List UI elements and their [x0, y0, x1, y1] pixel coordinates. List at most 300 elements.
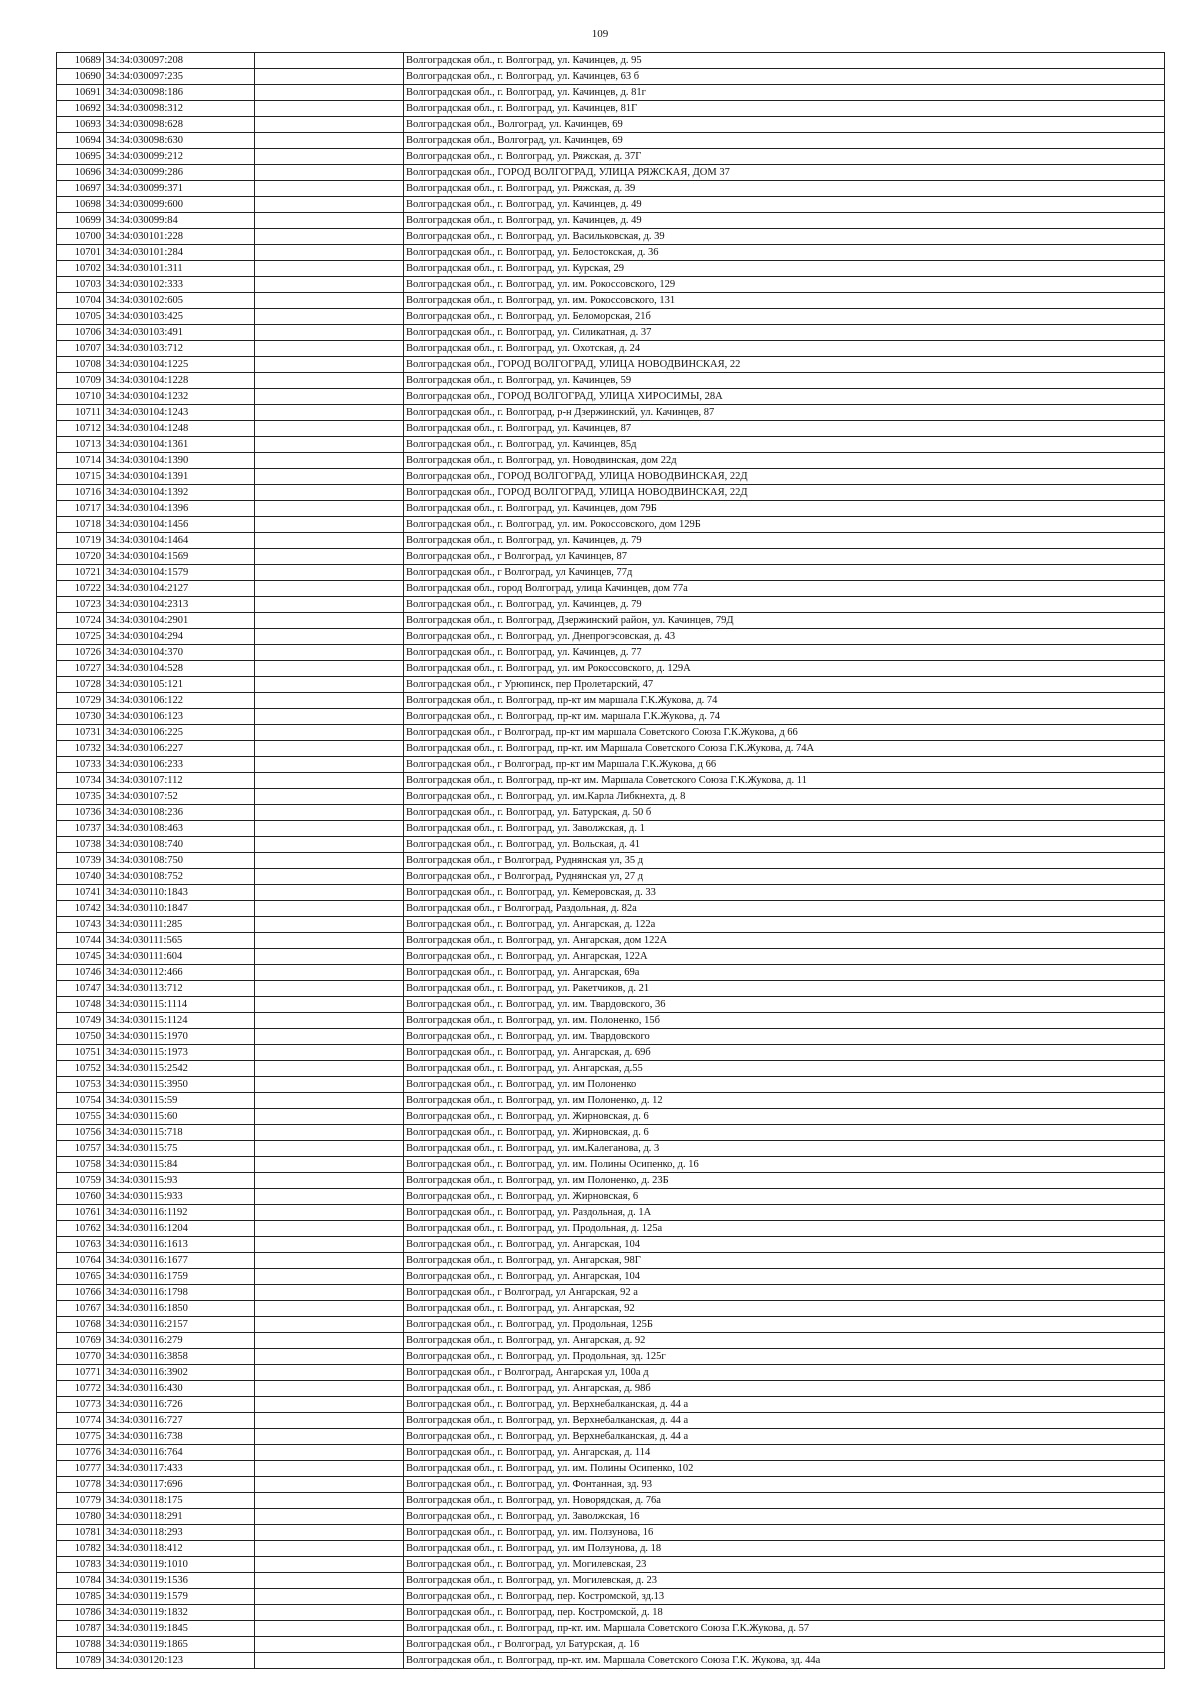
cadastral-number-cell: 34:34:030104:1464 [104, 533, 255, 549]
row-number-cell: 10702 [57, 261, 104, 277]
registry-table [56, 52, 1165, 1669]
blank-cell [255, 757, 404, 773]
address-cell: Волгоградская обл., г. Волгоград, пр-кт. им Маршала Советского Союза Г.К.Жукова, д. 74А [404, 741, 1165, 757]
table-row [57, 1381, 1165, 1397]
cadastral-number-cell: 34:34:030116:1850 [104, 1301, 255, 1317]
table-row [57, 1269, 1165, 1285]
row-number-cell: 10713 [57, 437, 104, 453]
blank-cell [255, 53, 404, 69]
address-cell: Волгоградская обл., г. Волгоград, ул. Качинцев, 59 [404, 373, 1165, 389]
row-number-cell: 10779 [57, 1493, 104, 1509]
table-row [57, 85, 1165, 101]
blank-cell [255, 1621, 404, 1637]
blank-cell [255, 1413, 404, 1429]
address-cell: Волгоградская обл., г. Волгоград, ул. Качинцев, 85д [404, 437, 1165, 453]
table-row [57, 309, 1165, 325]
address-cell: Волгоградская обл., г. Волгоград, ул. Качинцев, д. 79 [404, 597, 1165, 613]
address-cell: Волгоградская обл., г. Волгоград, ул. Заволжская, 16 [404, 1509, 1165, 1525]
blank-cell [255, 1349, 404, 1365]
row-number-cell: 10705 [57, 309, 104, 325]
row-number-cell: 10735 [57, 789, 104, 805]
cadastral-number-cell: 34:34:030116:279 [104, 1333, 255, 1349]
table-row [57, 661, 1165, 677]
row-number-cell: 10712 [57, 421, 104, 437]
cadastral-number-cell: 34:34:030120:123 [104, 1653, 255, 1669]
table-row [57, 117, 1165, 133]
table-row [57, 1557, 1165, 1573]
cadastral-number-cell: 34:34:030115:1970 [104, 1029, 255, 1045]
table-row [57, 181, 1165, 197]
address-cell: Волгоградская обл., г. Волгоград, ул. Качинцев, д. 95 [404, 53, 1165, 69]
address-cell: Волгоградская обл., г. Волгоград, ул. им Ползунова, д. 18 [404, 1541, 1165, 1557]
cadastral-number-cell: 34:34:030117:433 [104, 1461, 255, 1477]
cadastral-number-cell: 34:34:030101:284 [104, 245, 255, 261]
blank-cell [255, 213, 404, 229]
table-row [57, 277, 1165, 293]
address-cell: Волгоградская обл., г. Волгоград, ул. Вольская, д. 41 [404, 837, 1165, 853]
address-cell: Волгоградская обл., г Волгоград, Ангарская ул, 100а д [404, 1365, 1165, 1381]
blank-cell [255, 1557, 404, 1573]
blank-cell [255, 629, 404, 645]
blank-cell [255, 885, 404, 901]
row-number-cell: 10723 [57, 597, 104, 613]
table-row [57, 901, 1165, 917]
address-cell: Волгоградская обл., г. Волгоград, ул. Фонтанная, зд. 93 [404, 1477, 1165, 1493]
blank-cell [255, 1141, 404, 1157]
row-number-cell: 10789 [57, 1653, 104, 1669]
address-cell: Волгоградская обл., г. Волгоград, ул. Могилевская, 23 [404, 1557, 1165, 1573]
address-cell: Волгоградская обл., г. Волгоград, ул. Белостокская, д. 36 [404, 245, 1165, 261]
cadastral-number-cell: 34:34:030116:726 [104, 1397, 255, 1413]
address-cell: Волгоградская обл., г. Волгоград, ул. им. Полины Осипенко, 102 [404, 1461, 1165, 1477]
blank-cell [255, 485, 404, 501]
row-number-cell: 10781 [57, 1525, 104, 1541]
blank-cell [255, 1605, 404, 1621]
blank-cell [255, 1157, 404, 1173]
address-cell: Волгоградская обл., г. Волгоград, ул. Ангарская, д.55 [404, 1061, 1165, 1077]
address-cell: Волгоградская обл., г. Волгоград, ул. Ангарская, 104 [404, 1237, 1165, 1253]
blank-cell [255, 1573, 404, 1589]
blank-cell [255, 549, 404, 565]
blank-cell [255, 101, 404, 117]
cadastral-number-cell: 34:34:030102:605 [104, 293, 255, 309]
address-cell: Волгоградская обл., Волгоград, ул. Качинцев, 69 [404, 117, 1165, 133]
blank-cell [255, 165, 404, 181]
address-cell: Волгоградская обл., г. Волгоград, пер. Костромской, зд.13 [404, 1589, 1165, 1605]
blank-cell [255, 69, 404, 85]
cadastral-number-cell: 34:34:030118:175 [104, 1493, 255, 1509]
address-cell: Волгоградская обл., г. Волгоград, ул. Продольная, зд. 125г [404, 1349, 1165, 1365]
table-row [57, 581, 1165, 597]
cadastral-number-cell: 34:34:030106:225 [104, 725, 255, 741]
address-cell: Волгоградская обл., г. Волгоград, ул. Продольная, д. 125а [404, 1221, 1165, 1237]
address-cell: Волгоградская обл., г. Волгоград, ул. Ангарская, д. 98б [404, 1381, 1165, 1397]
blank-cell [255, 341, 404, 357]
table-row [57, 821, 1165, 837]
row-number-cell: 10749 [57, 1013, 104, 1029]
address-cell: Волгоградская обл., г. Волгоград, ул. им Полоненко, д. 12 [404, 1093, 1165, 1109]
cadastral-number-cell: 34:34:030116:3902 [104, 1365, 255, 1381]
cadastral-number-cell: 34:34:030116:2157 [104, 1317, 255, 1333]
table-row [57, 293, 1165, 309]
cadastral-number-cell: 34:34:030098:628 [104, 117, 255, 133]
row-number-cell: 10783 [57, 1557, 104, 1573]
row-number-cell: 10780 [57, 1509, 104, 1525]
row-number-cell: 10753 [57, 1077, 104, 1093]
blank-cell [255, 709, 404, 725]
cadastral-number-cell: 34:34:030099:84 [104, 213, 255, 229]
address-cell: Волгоградская обл., г. Волгоград, ул. Качинцев, д. 81г [404, 85, 1165, 101]
cadastral-number-cell: 34:34:030116:764 [104, 1445, 255, 1461]
cadastral-number-cell: 34:34:030110:1847 [104, 901, 255, 917]
cadastral-number-cell: 34:34:030099:286 [104, 165, 255, 181]
cadastral-number-cell: 34:34:030101:228 [104, 229, 255, 245]
cadastral-number-cell: 34:34:030104:528 [104, 661, 255, 677]
table-row [57, 757, 1165, 773]
address-cell: Волгоградская обл., г. Волгоград, ул. Верхнебалканская, д. 44 а [404, 1397, 1165, 1413]
address-cell: Волгоградская обл., г. Волгоград, ул. Ангарская, 98Г [404, 1253, 1165, 1269]
table-row [57, 885, 1165, 901]
row-number-cell: 10755 [57, 1109, 104, 1125]
row-number-cell: 10752 [57, 1061, 104, 1077]
blank-cell [255, 517, 404, 533]
blank-cell [255, 277, 404, 293]
address-cell: Волгоградская обл., г. Волгоград, ул. им. Рокоссовского, 129 [404, 277, 1165, 293]
blank-cell [255, 1317, 404, 1333]
address-cell: Волгоградская обл., г. Волгоград, ул. Качинцев, д. 77 [404, 645, 1165, 661]
cadastral-number-cell: 34:34:030116:430 [104, 1381, 255, 1397]
table-row [57, 709, 1165, 725]
row-number-cell: 10719 [57, 533, 104, 549]
row-number-cell: 10750 [57, 1029, 104, 1045]
address-cell: Волгоградская обл., ГОРОД ВОЛГОГРАД, УЛИЦА ХИРОСИМЫ, 28А [404, 389, 1165, 405]
table-row [57, 1045, 1165, 1061]
row-number-cell: 10761 [57, 1205, 104, 1221]
table-row [57, 965, 1165, 981]
row-number-cell: 10772 [57, 1381, 104, 1397]
address-cell: Волгоградская обл., г. Волгоград, ул. Верхнебалканская, д. 44 а [404, 1413, 1165, 1429]
table-row [57, 613, 1165, 629]
row-number-cell: 10710 [57, 389, 104, 405]
cadastral-number-cell: 34:34:030116:738 [104, 1429, 255, 1445]
table-row [57, 357, 1165, 373]
table-row [57, 629, 1165, 645]
cadastral-number-cell: 34:34:030104:1361 [104, 437, 255, 453]
table-row [57, 1349, 1165, 1365]
address-cell: Волгоградская обл., г Волгоград, ул Ангарская, 92 а [404, 1285, 1165, 1301]
blank-cell [255, 1237, 404, 1253]
blank-cell [255, 901, 404, 917]
address-cell: Волгоградская обл., г. Волгоград, ул. им. Ползунова, 16 [404, 1525, 1165, 1541]
cadastral-number-cell: 34:34:030104:1228 [104, 373, 255, 389]
cadastral-number-cell: 34:34:030111:565 [104, 933, 255, 949]
row-number-cell: 10697 [57, 181, 104, 197]
cadastral-number-cell: 34:34:030107:52 [104, 789, 255, 805]
table-row [57, 533, 1165, 549]
table-row [57, 1125, 1165, 1141]
blank-cell [255, 1013, 404, 1029]
address-cell: Волгоградская обл., г. Волгоград, ул. Ангарская, 122А [404, 949, 1165, 965]
row-number-cell: 10736 [57, 805, 104, 821]
table-row [57, 1525, 1165, 1541]
row-number-cell: 10769 [57, 1333, 104, 1349]
row-number-cell: 10744 [57, 933, 104, 949]
table-row [57, 101, 1165, 117]
row-number-cell: 10785 [57, 1589, 104, 1605]
table-row [57, 1397, 1165, 1413]
cadastral-number-cell: 34:34:030118:293 [104, 1525, 255, 1541]
cadastral-number-cell: 34:34:030104:2901 [104, 613, 255, 629]
cadastral-number-cell: 34:34:030104:1232 [104, 389, 255, 405]
row-number-cell: 10768 [57, 1317, 104, 1333]
cadastral-number-cell: 34:34:030103:425 [104, 309, 255, 325]
blank-cell [255, 693, 404, 709]
row-number-cell: 10720 [57, 549, 104, 565]
blank-cell [255, 261, 404, 277]
blank-cell [255, 837, 404, 853]
address-cell: Волгоградская обл., г. Волгоград, ул. Ангарская, дом 122А [404, 933, 1165, 949]
address-cell: Волгоградская обл., ГОРОД ВОЛГОГРАД, УЛИЦА НОВОДВИНСКАЯ, 22Д [404, 485, 1165, 501]
blank-cell [255, 1477, 404, 1493]
table-row [57, 1653, 1165, 1669]
blank-cell [255, 453, 404, 469]
cadastral-number-cell: 34:34:030108:463 [104, 821, 255, 837]
table-row [57, 453, 1165, 469]
blank-cell [255, 1637, 404, 1653]
address-cell: Волгоградская обл., г Урюпинск, пер Пролетарский, 47 [404, 677, 1165, 693]
cadastral-number-cell: 34:34:030104:1569 [104, 549, 255, 565]
cadastral-number-cell: 34:34:030119:1010 [104, 1557, 255, 1573]
cadastral-number-cell: 34:34:030115:933 [104, 1189, 255, 1205]
table-row [57, 1589, 1165, 1605]
row-number-cell: 10770 [57, 1349, 104, 1365]
address-cell: Волгоградская обл., ГОРОД ВОЛГОГРАД, УЛИЦА РЯЖСКАЯ, ДОМ 37 [404, 165, 1165, 181]
table-row [57, 1253, 1165, 1269]
address-cell: Волгоградская обл., г. Волгоград, ул. Днепрогэсовская, д. 43 [404, 629, 1165, 645]
address-cell: Волгоградская обл., г. Волгоград, ул. Качинцев, 87 [404, 421, 1165, 437]
row-number-cell: 10716 [57, 485, 104, 501]
blank-cell [255, 1109, 404, 1125]
blank-cell [255, 949, 404, 965]
cadastral-number-cell: 34:34:030116:1759 [104, 1269, 255, 1285]
address-cell: Волгоградская обл., Волгоград, ул. Качинцев, 69 [404, 133, 1165, 149]
address-cell: Волгоградская обл., г. Волгоград, ул. Батурская, д. 50 б [404, 805, 1165, 821]
blank-cell [255, 469, 404, 485]
blank-cell [255, 325, 404, 341]
blank-cell [255, 1445, 404, 1461]
cadastral-number-cell: 34:34:030119:1865 [104, 1637, 255, 1653]
address-cell: Волгоградская обл., г. Волгоград, ул. Качинцев, 63 б [404, 69, 1165, 85]
row-number-cell: 10692 [57, 101, 104, 117]
table-row [57, 981, 1165, 997]
address-cell: Волгоградская обл., г. Волгоград, ул. Жирновская, 6 [404, 1189, 1165, 1205]
table-row [57, 405, 1165, 421]
address-cell: Волгоградская обл., г. Волгоград, ул. Качинцев, д. 49 [404, 197, 1165, 213]
address-cell: Волгоградская обл., г. Волгоград, ул. им Полоненко, д. 23Б [404, 1173, 1165, 1189]
address-cell: Волгоградская обл., г Волгоград, ул Качинцев, 87 [404, 549, 1165, 565]
cadastral-number-cell: 34:34:030116:3858 [104, 1349, 255, 1365]
table-row [57, 197, 1165, 213]
cadastral-number-cell: 34:34:030115:1973 [104, 1045, 255, 1061]
row-number-cell: 10776 [57, 1445, 104, 1461]
cadastral-number-cell: 34:34:030115:1124 [104, 1013, 255, 1029]
row-number-cell: 10708 [57, 357, 104, 373]
row-number-cell: 10759 [57, 1173, 104, 1189]
address-cell: Волгоградская обл., г. Волгоград, ул. Ангарская, д. 92 [404, 1333, 1165, 1349]
row-number-cell: 10784 [57, 1573, 104, 1589]
blank-cell [255, 1189, 404, 1205]
row-number-cell: 10737 [57, 821, 104, 837]
cadastral-number-cell: 34:34:030104:1456 [104, 517, 255, 533]
blank-cell [255, 981, 404, 997]
address-cell: Волгоградская обл., г. Волгоград, ул. Ангарская, д. 122а [404, 917, 1165, 933]
address-cell: Волгоградская обл., г. Волгоград, ул. Новодвинская, дом 22д [404, 453, 1165, 469]
address-cell: Волгоградская обл., г. Волгоград, ул. Качинцев, д. 79 [404, 533, 1165, 549]
table-row [57, 1333, 1165, 1349]
address-cell: Волгоградская обл., г. Волгоград, пр-кт. им. Маршала Советского Союза Г.К. Жукова, зд. 44а [404, 1653, 1165, 1669]
address-cell: Волгоградская обл., г. Волгоград, пр-кт им маршала Г.К.Жукова, д. 74 [404, 693, 1165, 709]
cadastral-number-cell: 34:34:030115:59 [104, 1093, 255, 1109]
blank-cell [255, 789, 404, 805]
table-row [57, 1637, 1165, 1653]
cadastral-number-cell: 34:34:030108:752 [104, 869, 255, 885]
cadastral-number-cell: 34:34:030104:370 [104, 645, 255, 661]
table-row [57, 501, 1165, 517]
cadastral-number-cell: 34:34:030112:466 [104, 965, 255, 981]
address-cell: Волгоградская обл., г. Волгоград, ул. Качинцев, д. 49 [404, 213, 1165, 229]
blank-cell [255, 149, 404, 165]
row-number-cell: 10788 [57, 1637, 104, 1653]
row-number-cell: 10743 [57, 917, 104, 933]
row-number-cell: 10691 [57, 85, 104, 101]
row-number-cell: 10727 [57, 661, 104, 677]
row-number-cell: 10694 [57, 133, 104, 149]
cadastral-number-cell: 34:34:030104:1392 [104, 485, 255, 501]
address-cell: Волгоградская обл., г. Волгоград, ул. им.Калеганова, д. 3 [404, 1141, 1165, 1157]
cadastral-number-cell: 34:34:030103:712 [104, 341, 255, 357]
blank-cell [255, 1029, 404, 1045]
row-number-cell: 10751 [57, 1045, 104, 1061]
blank-cell [255, 1077, 404, 1093]
row-number-cell: 10703 [57, 277, 104, 293]
table-row [57, 1301, 1165, 1317]
blank-cell [255, 1653, 404, 1669]
row-number-cell: 10758 [57, 1157, 104, 1173]
table-row [57, 1221, 1165, 1237]
table-row [57, 261, 1165, 277]
cadastral-number-cell: 34:34:030099:600 [104, 197, 255, 213]
table-row [57, 933, 1165, 949]
address-cell: Волгоградская обл., г. Волгоград, р-н Дзержинский, ул. Качинцев, 87 [404, 405, 1165, 421]
address-cell: Волгоградская обл., г Волгоград, ул Батурская, д. 16 [404, 1637, 1165, 1653]
blank-cell [255, 1365, 404, 1381]
blank-cell [255, 197, 404, 213]
blank-cell [255, 1461, 404, 1477]
cadastral-number-cell: 34:34:030108:236 [104, 805, 255, 821]
cadastral-number-cell: 34:34:030099:371 [104, 181, 255, 197]
row-number-cell: 10763 [57, 1237, 104, 1253]
address-cell: Волгоградская обл., г. Волгоград, ул. Силикатная, д. 37 [404, 325, 1165, 341]
cadastral-number-cell: 34:34:030103:491 [104, 325, 255, 341]
blank-cell [255, 533, 404, 549]
address-cell: Волгоградская обл., г. Волгоград, ул. Качинцев, дом 79Б [404, 501, 1165, 517]
table-row [57, 1205, 1165, 1221]
row-number-cell: 10709 [57, 373, 104, 389]
address-cell: Волгоградская обл., г Волгоград, Раздольная, д. 82а [404, 901, 1165, 917]
cadastral-number-cell: 34:34:030098:312 [104, 101, 255, 117]
row-number-cell: 10764 [57, 1253, 104, 1269]
row-number-cell: 10774 [57, 1413, 104, 1429]
blank-cell [255, 997, 404, 1013]
table-row [57, 1573, 1165, 1589]
row-number-cell: 10740 [57, 869, 104, 885]
cadastral-number-cell: 34:34:030106:227 [104, 741, 255, 757]
cadastral-number-cell: 34:34:030108:750 [104, 853, 255, 869]
cadastral-number-cell: 34:34:030104:2313 [104, 597, 255, 613]
table-row [57, 1109, 1165, 1125]
table-row [57, 1365, 1165, 1381]
table-row [57, 1285, 1165, 1301]
table-row [57, 1141, 1165, 1157]
address-cell: Волгоградская обл., г. Волгоград, ул. Ангарская, д. 69б [404, 1045, 1165, 1061]
blank-cell [255, 1269, 404, 1285]
row-number-cell: 10698 [57, 197, 104, 213]
row-number-cell: 10757 [57, 1141, 104, 1157]
blank-cell [255, 821, 404, 837]
blank-cell [255, 581, 404, 597]
blank-cell [255, 1221, 404, 1237]
row-number-cell: 10721 [57, 565, 104, 581]
blank-cell [255, 1541, 404, 1557]
blank-cell [255, 661, 404, 677]
row-number-cell: 10741 [57, 885, 104, 901]
table-row [57, 549, 1165, 565]
table-row [57, 469, 1165, 485]
address-cell: Волгоградская обл., г. Волгоград, ул. им Рокоссовского, д. 129А [404, 661, 1165, 677]
address-cell: Волгоградская обл., ГОРОД ВОЛГОГРАД, УЛИЦА НОВОДВИНСКАЯ, 22 [404, 357, 1165, 373]
table-row [57, 997, 1165, 1013]
cadastral-number-cell: 34:34:030119:1536 [104, 1573, 255, 1589]
address-cell: Волгоградская обл., г. Волгоград, ул. Ряжская, д. 37Г [404, 149, 1165, 165]
table-row [57, 725, 1165, 741]
address-cell: Волгоградская обл., г. Волгоград, пр-кт им. Маршала Советского Союза Г.К.Жукова, д. 11 [404, 773, 1165, 789]
cadastral-number-cell: 34:34:030115:60 [104, 1109, 255, 1125]
cadastral-number-cell: 34:34:030115:84 [104, 1157, 255, 1173]
blank-cell [255, 1525, 404, 1541]
cadastral-number-cell: 34:34:030118:412 [104, 1541, 255, 1557]
row-number-cell: 10704 [57, 293, 104, 309]
table-row [57, 421, 1165, 437]
table-row [57, 1493, 1165, 1509]
blank-cell [255, 741, 404, 757]
row-number-cell: 10701 [57, 245, 104, 261]
cadastral-number-cell: 34:34:030104:1243 [104, 405, 255, 421]
table-row [57, 69, 1165, 85]
blank-cell [255, 405, 404, 421]
blank-cell [255, 1397, 404, 1413]
row-number-cell: 10787 [57, 1621, 104, 1637]
table-row [57, 693, 1165, 709]
address-cell: Волгоградская обл., г. Волгоград, ул. Раздольная, д. 1А [404, 1205, 1165, 1221]
table-row [57, 437, 1165, 453]
row-number-cell: 10754 [57, 1093, 104, 1109]
row-number-cell: 10782 [57, 1541, 104, 1557]
row-number-cell: 10728 [57, 677, 104, 693]
table-row [57, 213, 1165, 229]
registry-body [57, 53, 1165, 1669]
blank-cell [255, 1045, 404, 1061]
table-row [57, 1621, 1165, 1637]
